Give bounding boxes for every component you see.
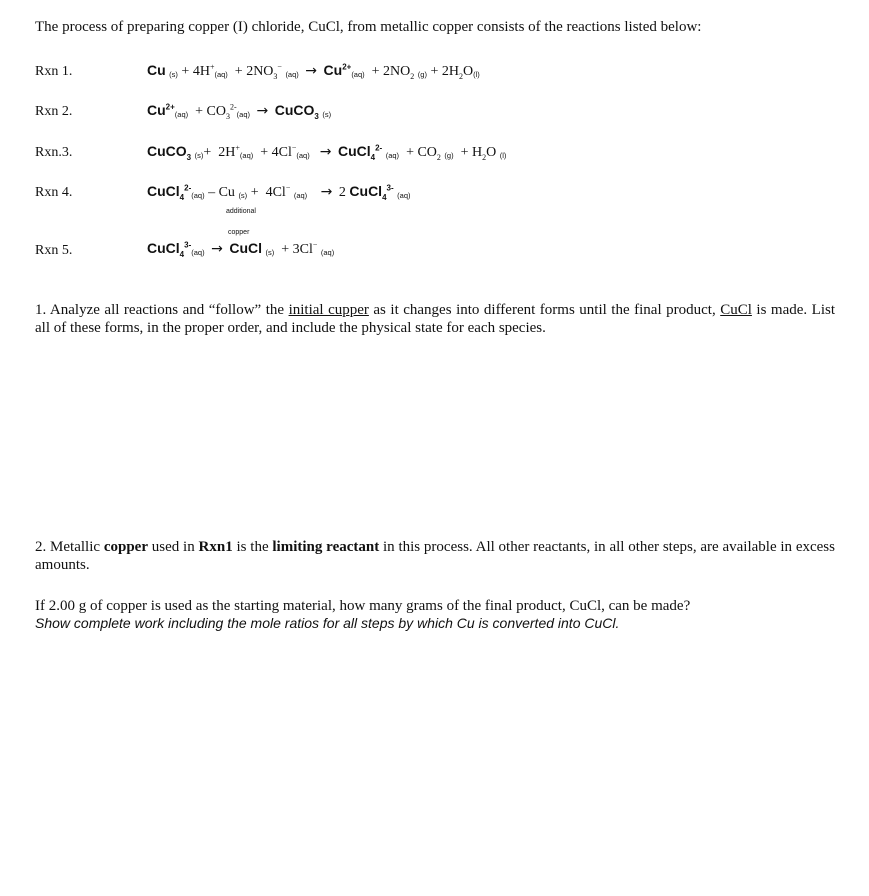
rxn4-note-additional: additional [226, 208, 256, 215]
intro-text: The process of preparing copper (I) chloride, CuCl, from metallic copper consists of the reactions listed below: [35, 19, 702, 35]
rxn1-equation: Cu $(s) + 4H^+(aq) + 2NO_3^-$ $(aq) \to Cu^{2+}(aq) + 2NO_2$ $(g) + 2H_2O(l)$ [147, 62, 480, 81]
rxn4-equation: CuCl$_4^{2-}$(aq) – Cu (s) + 4Cl− (aq) → 2 CuCl$_4^{3-}$ (aq) [147, 183, 411, 202]
question-2-instruction: Show complete work including the mole ratios for all steps by which Cu is converted into CuCl. [35, 615, 620, 631]
rxn3-equation: CuCO$_3$ (s)+ 2H+(aq) + 4Cl−(aq) → CuCl$_4^{2-}$ $(aq) + CO_2$ $(g) + H_2O$ (l) [147, 143, 507, 162]
rxn1-label: Rxn 1. [35, 64, 73, 79]
initial-cupper-underlined: initial cupper [288, 302, 369, 318]
rxn4-label: Rxn 4. [35, 185, 73, 200]
question-1: 1. Analyze all reactions and “follow” the initial cupper as it changes into different forms until the final product, CuCl is made. List all of these forms, in the proper order, and include the physical state for each species. [35, 302, 836, 336]
rxn4-note-copper: copper [228, 229, 250, 236]
rxn3-label: Rxn.3. [35, 145, 73, 160]
question-2: 2. Metallic copper used in Rxn1 is the limiting reactant in this process. All other reactants, in all other steps, are available in excess amounts. [35, 539, 835, 573]
question-2-prompt: If 2.00 g of copper is used as the starting material, how many grams of the final product, CuCl, can be made? [35, 598, 691, 614]
rxn5-equation: CuCl$_4^{3-}$(aq) → CuCl (s) + 3Cl− (aq) [147, 240, 335, 259]
rxn2-label: Rxn 2. [35, 104, 73, 119]
rxn5-label: Rxn 5. [35, 243, 73, 258]
cucl-underlined: CuCl [720, 302, 752, 318]
rxn2-equation: $Cu^{2+}(aq) + CO_3^{2-}(aq)$ → CuCO$_3$ (s) [147, 102, 332, 121]
